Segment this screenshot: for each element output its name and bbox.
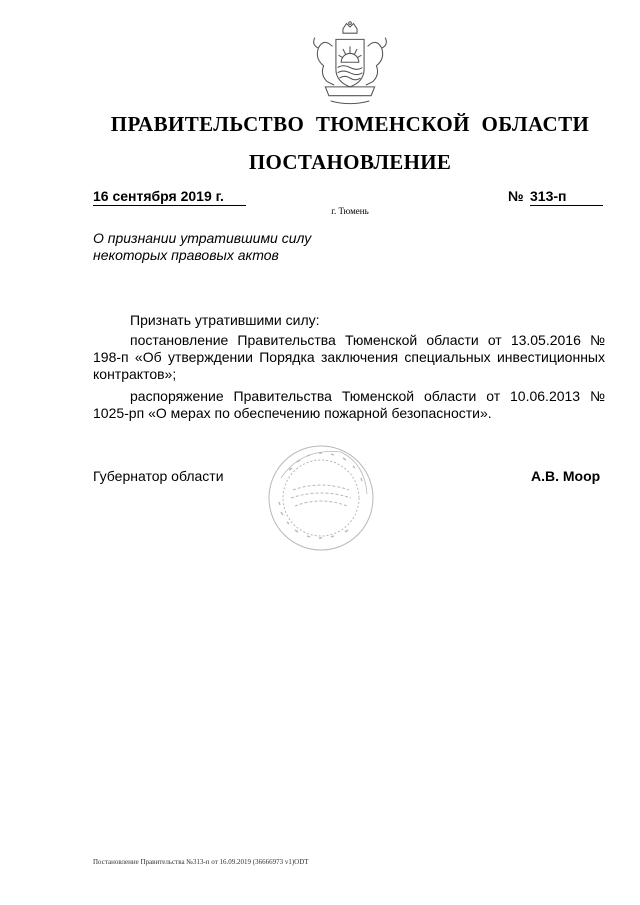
- government-name: ПРАВИТЕЛЬСТВО ТЮМЕНСКОЙ ОБЛАСТИ: [110, 112, 590, 136]
- document-footer: Постановление Правительства №313-п от 16.09.2019 (36666973 v1)ODT: [93, 858, 309, 866]
- document-subject: [93, 230, 333, 264]
- document-date: 16 сентября 2019 г.: [93, 188, 246, 206]
- body-intro: Признать утратившими силу:: [130, 312, 320, 328]
- city: г. Тюмень: [331, 206, 369, 216]
- tyumen-coat-of-arms-icon: [306, 20, 394, 108]
- document-body: [93, 312, 605, 427]
- body-item: распоряжение Правительства Тюменской области от 10.06.2013 № 1025-рп «О мерах по обеспечению пожарной безопасности».: [93, 388, 605, 421]
- number-label: №: [508, 188, 524, 204]
- subject-line: некоторых правовых актов: [93, 247, 279, 263]
- document-type: ПОСТАНОВЛЕНИЕ: [248, 150, 452, 174]
- document-number: 313-п: [530, 188, 603, 206]
- subject-line: О признании утратившими силу: [93, 230, 312, 246]
- body-item: постановление Правительства Тюменской области от 13.05.2016 № 198-п «Об утверждении Порядка заключения специальных инвестиционных контрактов»;: [93, 332, 605, 382]
- signer-name: А.В. Моор: [531, 468, 601, 484]
- signer-title: Губернатор области: [93, 468, 224, 484]
- official-seal-stamp-icon: [261, 438, 381, 558]
